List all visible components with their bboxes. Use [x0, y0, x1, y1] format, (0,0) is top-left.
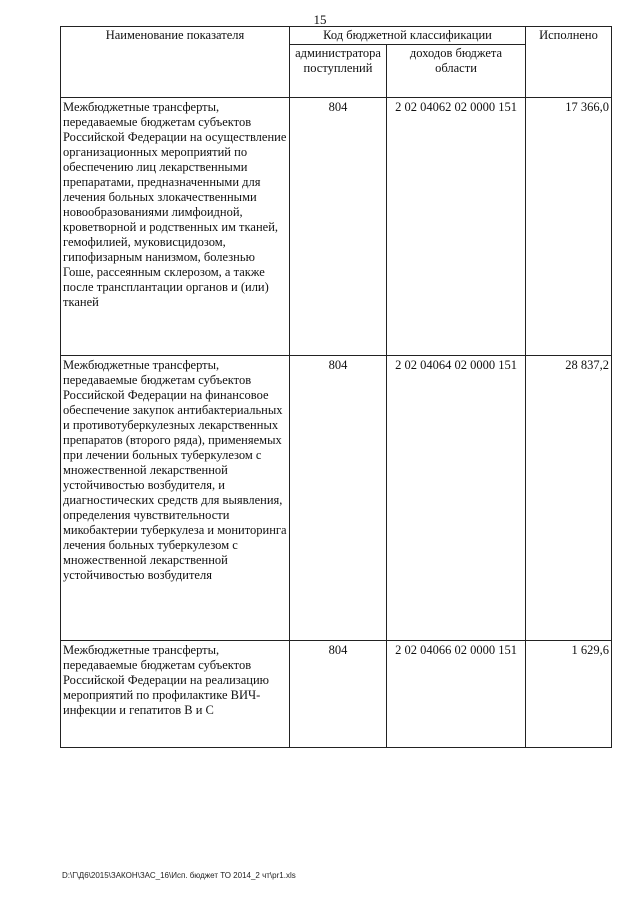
- header-admin: администратора поступлений: [290, 45, 387, 98]
- row-executed: 1 629,6: [526, 641, 612, 748]
- header-executed: Исполнено: [526, 27, 612, 98]
- row-admin-code: 804: [290, 98, 387, 356]
- row-executed: 17 366,0: [526, 98, 612, 356]
- row-income-code: 2 02 04062 02 0000 151: [387, 98, 526, 356]
- row-income-code: 2 02 04064 02 0000 151: [387, 356, 526, 641]
- header-name: Наименование показателя: [61, 27, 290, 98]
- budget-table: [60, 26, 612, 748]
- row-executed: 28 837,2: [526, 356, 612, 641]
- footer-file-path: D:\Г\Д6\2015\ЗАКОН\ЗАС_16\Исп. бюджет ТО 2014_2 чт\pr1.xls: [62, 871, 296, 880]
- row-name: Межбюджетные трансферты, передаваемые бюджетам субъектов Российской Федерации на финансовое обеспечение закупок антибактериальных и противотуберкулезных лекарственных препаратов (второго ряда), применяемых при лечении больных туберкулезом с множественной лекарственной устойчивостью возбудителя, и диагностических средств для выявления, определения чувствительности микобактерии туберкулеза и мониторинга лечения больных туберкулезом с множественной лекарственной устойчивостью возбудителя: [61, 356, 290, 641]
- page-number: 15: [313, 12, 327, 27]
- header-income: доходов бюджета области: [387, 45, 526, 98]
- table-row: [61, 356, 612, 641]
- table-row: [61, 98, 612, 356]
- header-code-group: Код бюджетной классификации: [290, 27, 526, 45]
- row-admin-code: 804: [290, 356, 387, 641]
- table-row: [61, 641, 612, 748]
- row-admin-code: 804: [290, 641, 387, 748]
- row-income-code: 2 02 04066 02 0000 151: [387, 641, 526, 748]
- row-name: Межбюджетные трансферты, передаваемые бюджетам субъектов Российской Федерации на реализацию мероприятий по профилактике ВИЧ-инфекции и гепатитов В и С: [61, 641, 290, 748]
- row-name: Межбюджетные трансферты, передаваемые бюджетам субъектов Российской Федерации на осуществление организационных мероприятий по обеспечению лиц лекарственными препаратами, предназначенными для лечения больных злокачественными новообразованиями лимфоидной, кроветворной и родственных им тканей, гемофилией, муковисцидозом, гипофизарным нанизмом, болезнью Гоше, рассеянным склерозом, а также после трансплантации органов и (или) тканей: [61, 98, 290, 356]
- header-row: [61, 27, 612, 45]
